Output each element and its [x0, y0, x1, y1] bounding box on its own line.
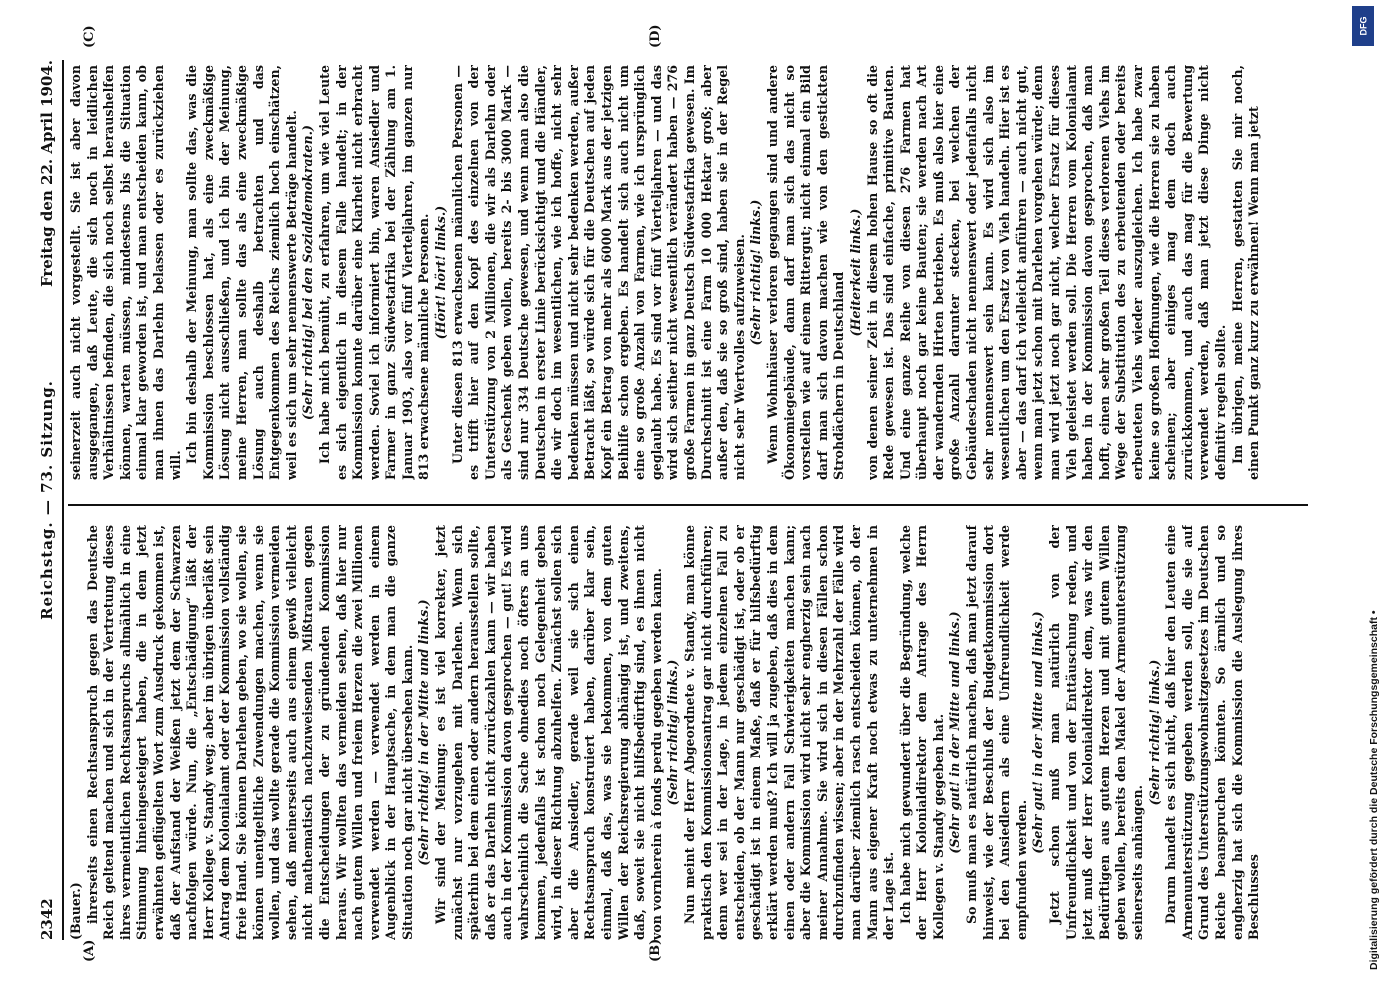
paragraph: Ich bin deshalb der Meinung, man sollte das, was die Kommission beschlossen hat, als eine zweckmäßige Lösung nicht ausschließen, und ich bin der Meinung, meine Herren, man sollte das als eine zweckmäßige Lösung auch deshalb betrachten und das Entgegenkommen des Reichs ziemlich hoch einschätzen, weil es sich um sehr nennenswerte Beträge handelt.	[184, 65, 299, 480]
paragraph: So muß man es natürlich machen, daß man jetzt darauf hinweist, wie der Beschluß der Budgetkommission dort bei den Ansiedlern als eine Unfreundlichkeit werde empfunden werden.	[964, 525, 1029, 940]
paragraph: Wenn Wohnhäuser verloren gegangen sind und andere Ökonomiegebäude, dann darf man sich das nicht so vorstellen wie auf einem Rittergut; nicht einmal ein Bild darf man sich davon machen wie von den gestickten Strohdächern in Deutschland	[764, 65, 847, 480]
page-number: 2342	[38, 898, 56, 940]
left-column	[68, 525, 1298, 940]
margin-marker-a: (A)	[82, 939, 97, 962]
paragraph: Im übrigen, meine Herren, gestatten Sie mir noch, einen Punkt ganz kurz zu erwähnen! Wenn man jetzt	[1229, 65, 1262, 480]
interjection: (Sehr richtig! bei den Sozialdemokraten.)	[300, 125, 316, 420]
paragraph: Jetzt schon muß man natürlich von der Unfreundlichkeit und von der Enttäuschung reden, und jetzt muß der Herr Kolonialdirektor dem, was wir den Bedürftigen aus gutem Herzen und mit gutem Willen geben wollen, bereits den Makel der Armenunterstützung seinerseits anhängen.	[1047, 525, 1145, 940]
session-date: Freitag den 22. April 1904.	[38, 60, 56, 287]
margin-marker-c: (C)	[82, 25, 97, 48]
header-rule	[62, 60, 64, 940]
column-divider	[68, 504, 1308, 506]
interjection: (Sehr gut! in der Mitte und links.)	[1030, 611, 1046, 854]
interjection: (Sehr gut! in der Mitte und links.)	[947, 611, 963, 854]
interjection: (Sehr richtig! in der Mitte und links.)	[416, 599, 432, 866]
paragraph: Wir sind der Meinung: es ist viel korrekter, jetzt zunächst nur vorzugehen mit Darlehen. Wenn sich späterhin bei dem einen oder andern herausstellen sollte, daß er das Darlehn nicht zurückzahlen kann — wir haben auch in der Kommission davon gesprochen — gut! Es wird wahrscheinlich die Sache ohnedies noch öfters an uns kommen, jedenfalls ist schon noch Gelegenheit geben wird, in dieser Richtung abzuhelfen. Zunächst sollen sich aber die Ansiedler, gerade weil sie sich einen Rechtsanspruch konstruiert haben, darüber klar sein, einmal, daß das, was sie bekommen, von dem guten Willen der Reichsregierung abhängig ist, und zweitens, daß, soweit sie nicht hilfsbedürftig sind, es ihnen nicht von vornherein à fonds perdu gegeben werden kann.	[433, 525, 664, 940]
paragraph: Unter diesen 813 erwachsenen männlichen Personen — es trifft hier auf den Kopf des einzelnen von der Unterstützung von 2 Millionen, die wir als Darlehn oder als Geschenk geben wollen, bereits 2- bis 3000 Mark — sind nur 334 Deutsche gewesen, und wenn man also die Deutschen in erster Linie berücksichtigt und die Händler, die wir doch im wesentlichen, wie ich hoffe, nicht sehr bedenken müssen und nicht sehr bedenken werden, außer Betracht läßt, so würde sich für die Deutschen auf jeden Kopf ein Betrag von mehr als 6000 Mark aus der jetzigen Beihilfe schon ergeben. Es handelt sich auch nicht um eine so große Anzahl von Farmen, wie ich ursprünglich geglaubt habe. Es sind vor fünf Vierteljahren — und das wird sich seither nicht wesentlich verändert haben — 276 große Farmen in ganz Deutsch Südwestafrika gewesen. Im Durchschnitt ist eine Farm 10 000 Hektar groß; aber außer den, daß sie so groß sind, haben sie in der Regel nicht sehr Wertvolles aufzuweisen.	[449, 65, 747, 480]
paragraph: Nun meint der Herr Abgeordnete v. Standy, man könne praktisch den Kommissionsantrag gar nicht durchführen; denn wer sei in der Lage, in jedem einzelnen Fall zu entscheiden, ob der Mann nur geschädigt ist, oder ob er geschädigt ist in einem Maße, daß er für hilfsbedürftig erklärt werden muß? Ich will ja zugeben, daß dies in dem einen oder andern Fall Schwierigkeiten machen kann; aber die Kommission wird nicht sehr engherzig sein nach meiner Annahme. Sie wird sich in diesen Fällen schon durchzufinden wissen; aber in der Mehrzahl der Fälle wird man darüber ziemlich rasch entscheiden können, ob der Mann aus eigener Kraft noch etwas zu unternehmen in der Lage ist.	[681, 525, 897, 940]
paragraph: ihrerseits einen Rechtsanspruch gegen das Deutsche Reich geltend machen und sich in der Vertretung dieses ihres vermeintlichen Rechtsanspruchs allmählich in eine Stimmung hineingesteigert haben, die in dem jetzt erwähnten geflügelten Wort zum Ausdruck gekommen ist, daß der Aufstand der Weißen jetzt dem der Schwarzen nachfolgen würde. Nun, die „Entschädigung“ läßt der Herr Kollege v. Standy weg; aber im übrigen überläßt sein Antrag dem Kolonialamt oder der Kommission vollständig freie Hand. Sie können Darlehen geben, wo sie wollen, sie können unentgeltliche Zuwendungen machen, wenn sie wollen, und das wollte gerade die Kommission vermeiden sehen, daß meinerseits auch aus einem gewiß vielleicht nicht mathematisch nachzuweisenden Mißtrauen gegen die Entscheidungen der zu gründenden Kommission heraus. Wir wollten das vermeiden sehen, daß hier nur nach gutem Willen und freiem Herzen die zwei Millionen verwendet werden — verwendet werden in einem Augenblick in der Hauptsache, in dem man die ganze Situation noch gar nicht übersehen kann.	[84, 525, 415, 940]
dfg-logo-text: DFG	[1358, 16, 1368, 36]
paragraph: Ich habe mich bemüht, zu erfahren, um wie viel Leute es sich eigentlich in diesem Falle handelt; in der Kommission konnte darüber eine Klarheit nicht erbracht werden. Soviel ich informiert bin, waren Ansiedler und Farmer in ganz Südwestafrika bei der Zählung am 1. Januar 1903, also vor fünf Vierteljahren, im ganzen nur 813 erwachsene männliche Personen.	[316, 65, 432, 480]
dfg-logo	[1352, 6, 1374, 46]
paragraph: Darum handelt es sich nicht, daß hier den Leuten eine Armenunterstützung gegeben werden soll, die sie auf Grund des Unterstützungswohnsitzgesetzes im Deutschen Reiche beanspruchen könnten. So ärmlich und so engherzig hat sich die Kommission die Auslegung ihres Beschlusses	[1163, 525, 1262, 940]
credit-text: Digitalisierung gefördert durch die Deutsche Forschungsgemeinschaft •	[1368, 610, 1380, 970]
paragraph: seinerzeit auch nicht vorgestellt. Sie ist aber davon ausgegangen, daß Leute, die sich noch in leidlichen Verhältnissen befinden, die sich noch selbst heraushelfen können, warten müssen, mindestens bis die Situation einmal klar geworden ist, und man entscheiden kann, ob man ihnen das Darlehn belassen oder es zurückziehen will.	[68, 65, 183, 480]
interjection: (Sehr richtig! links.)	[748, 199, 764, 346]
interjection: (Hört! hört! links.)	[433, 205, 449, 340]
interjection: (Heiterkeit links.)	[847, 208, 863, 337]
right-column	[68, 65, 1298, 480]
margin-marker-d: (D)	[648, 24, 663, 48]
digitization-credit	[1340, 40, 1380, 980]
speaker-name: (Bauer.)	[68, 882, 83, 940]
interjection: (Sehr richtig! links.)	[1146, 659, 1162, 806]
interjection: (Sehr richtig! links.)	[665, 659, 681, 806]
margin-marker-b: (B)	[648, 938, 663, 962]
paragraph: Ich habe mich gewundert über die Begründung, welche der Herr Kolonialdirektor dem Antrage des Herrn Kollegen v. Standy gegeben hat.	[897, 525, 946, 940]
page-header	[38, 60, 60, 940]
paragraph: von denen seiner Zeit in diesem hohen Hause so oft die Rede gewesen ist. Das sind einfache, primitive Bauten. Und eine ganze Reihe von diesen 276 Farmen hat überhaupt noch gar keine Bauten; sie werden nach Art der wandernden Hirten betrieben. Es muß also hier eine große Anzahl darunter stecken, bei welchen der Gebäudeschaden nicht nennenswert oder jedenfalls nicht sehr nennenswert sein kann. Es wird sich also im wesentlichen um den Ersatz von Vieh handeln. Hier ist es aber — das darf ich vielleicht anführen — auch nicht gut, wenn man jetzt schon mit Darlehen vorgehen würde; denn man wird jetzt noch gar nicht, welcher Ersatz für dieses Vieh geleistet werden soll. Die Herren vom Kolonialamt haben in der Kommission davon gesprochen, daß man hofft, einen sehr großen Teil dieses verlorenen Viehs im Wege der Substitution des zu erbeutenden oder bereits erbeuteten Viehs wieder auszugleichen. Ich habe zwar keine so großen Hoffnungen, wie die Herren sie zu haben scheinen; aber einiges mag dem doch auch zurückkommen, und auch das mag für die Bewertung verwendet werden, daß man jetzt diese Dinge nicht definitiv regeln sollte.	[864, 65, 1228, 480]
session-title: Reichstag. — 73. Sitzung.	[38, 380, 56, 620]
